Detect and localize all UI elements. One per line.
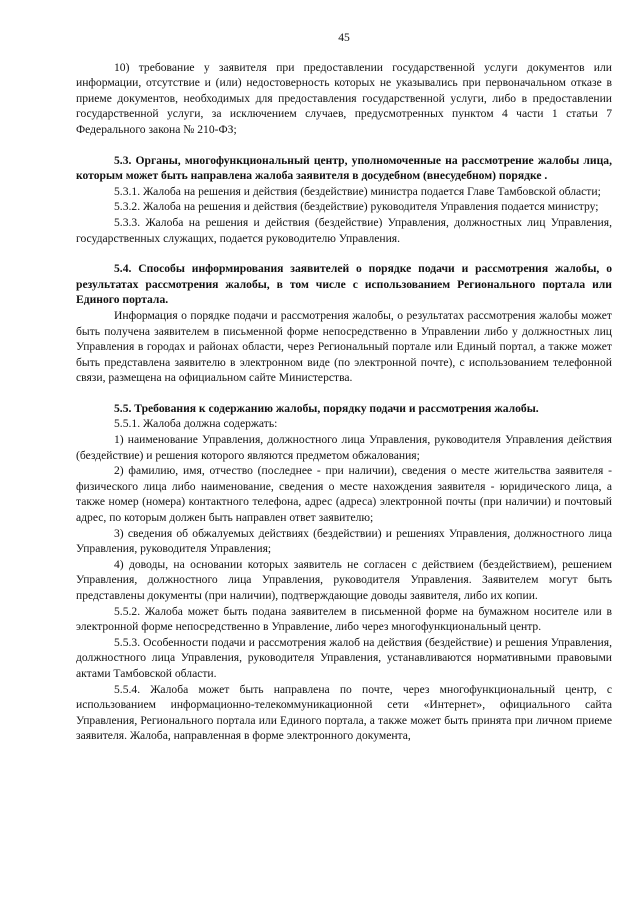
- paragraph: 5.3.2. Жалоба на решения и действия (бездействие) руководителя Управления подается министру;: [114, 200, 599, 214]
- paragraph: 5.5.1. Жалоба должна содержать:: [114, 417, 278, 431]
- section-gap: [76, 386, 612, 401]
- section-gap: [76, 138, 612, 153]
- paragraph: 3) сведения об обжалуемых действиях (бездействии) и решениях Управления, должностного лица Управления, руководителя Управления;: [76, 526, 612, 556]
- paragraph: 5.5.2. Жалоба может быть подана заявителем в письменной форме на бумажном носителе или в электронной форме непосредственно в Управление, либо через многофункциональный центр.: [76, 604, 612, 634]
- section-heading: 5.4. Способы информирования заявителей о порядке подачи и рассмотрения жалобы, о результатах рассмотрения жалобы, в том числе с использованием Регионального портала или Единого портала.: [76, 262, 612, 307]
- paragraph: 10) требование у заявителя при предоставлении государственной услуги документов или информации, отсутствие и (или) недостоверность которых не указывались при первоначальном отказе в приеме документов, необходимых для предоставления государственной услуги, либо в предоставлении государственной услуги, за исключением случаев, предусмотренных пунктом 4 части 1 статьи 7 Федерального закона № 210-ФЗ;: [76, 60, 612, 136]
- section-heading: 5.5. Требования к содержанию жалобы, порядку подачи и рассмотрения жалобы.: [114, 401, 539, 415]
- paragraph: 5.5.4. Жалоба может быть направлена по почте, через многофункциональный центр, с использованием информационно-телекоммуникационной сети «Интернет», официального сайта Управления, Регионального портала или Единого портала, а также может быть принята при личном приеме заявителя. Жалоба, направленная в форме электронного документа,: [76, 682, 612, 743]
- document-body: [76, 60, 612, 744]
- page-number: 45: [338, 31, 350, 44]
- section-gap: [76, 246, 612, 261]
- paragraph: 4) доводы, на основании которых заявитель не согласен с действием (бездействием), решением Управления, должностного лица Управления, руководителя Управления. Заявителем могут быть представлены документы (при наличии), подтверждающие доводы заявителя, либо их копии.: [76, 557, 612, 602]
- paragraph: 2) фамилию, имя, отчество (последнее - при наличии), сведения о месте жительства заявителя - физического лица либо наименование, сведения о месте нахождения заявителя - юридического лица, а также номер (номера) контактного телефона, адрес (адреса) электронной почты (при наличии) и почтовый адрес, по которым должен быть направлен ответ заявителю;: [76, 464, 612, 525]
- paragraph: 5.5.3. Особенности подачи и рассмотрения жалоб на действия (бездействие) и решения Управления, должностного лица Управления, руководителя Управления, устанавливаются нормативными правовыми актами Тамбовской области.: [76, 635, 612, 680]
- paragraph: Информация о порядке подачи и рассмотрения жалобы, о результатах рассмотрения жалобы может быть получена заявителем в письменной форме непосредственно в Управлении либо у должностных лиц Управления в городах и районах области, через Региональный портале или Единый портал, а также может быть представлена заявителю в электронном виде (по электронной почте), с использованием телефонной связи, размещена на официальном сайте Министерства.: [76, 308, 612, 385]
- document-page: [76, 30, 612, 744]
- paragraph: 5.3.3. Жалоба на решения и действия (бездействие) Управления, должностных лиц Управления, государственных служащих, подается руководителю Управления.: [76, 215, 612, 245]
- section-heading: 5.3. Органы, многофункциональный центр, уполномоченные на рассмотрение жалобы лица, которым может быть направлена жалоба заявителя в досудебном (внесудебном) порядке .: [76, 153, 612, 183]
- paragraph: 1) наименование Управления, должностного лица Управления, руководителя Управления действия (бездействие) и решения которого являются предметом обжалования;: [76, 433, 612, 462]
- paragraph: 5.3.1. Жалоба на решения и действия (бездействие) министра подается Главе Тамбовской области;: [114, 184, 601, 198]
